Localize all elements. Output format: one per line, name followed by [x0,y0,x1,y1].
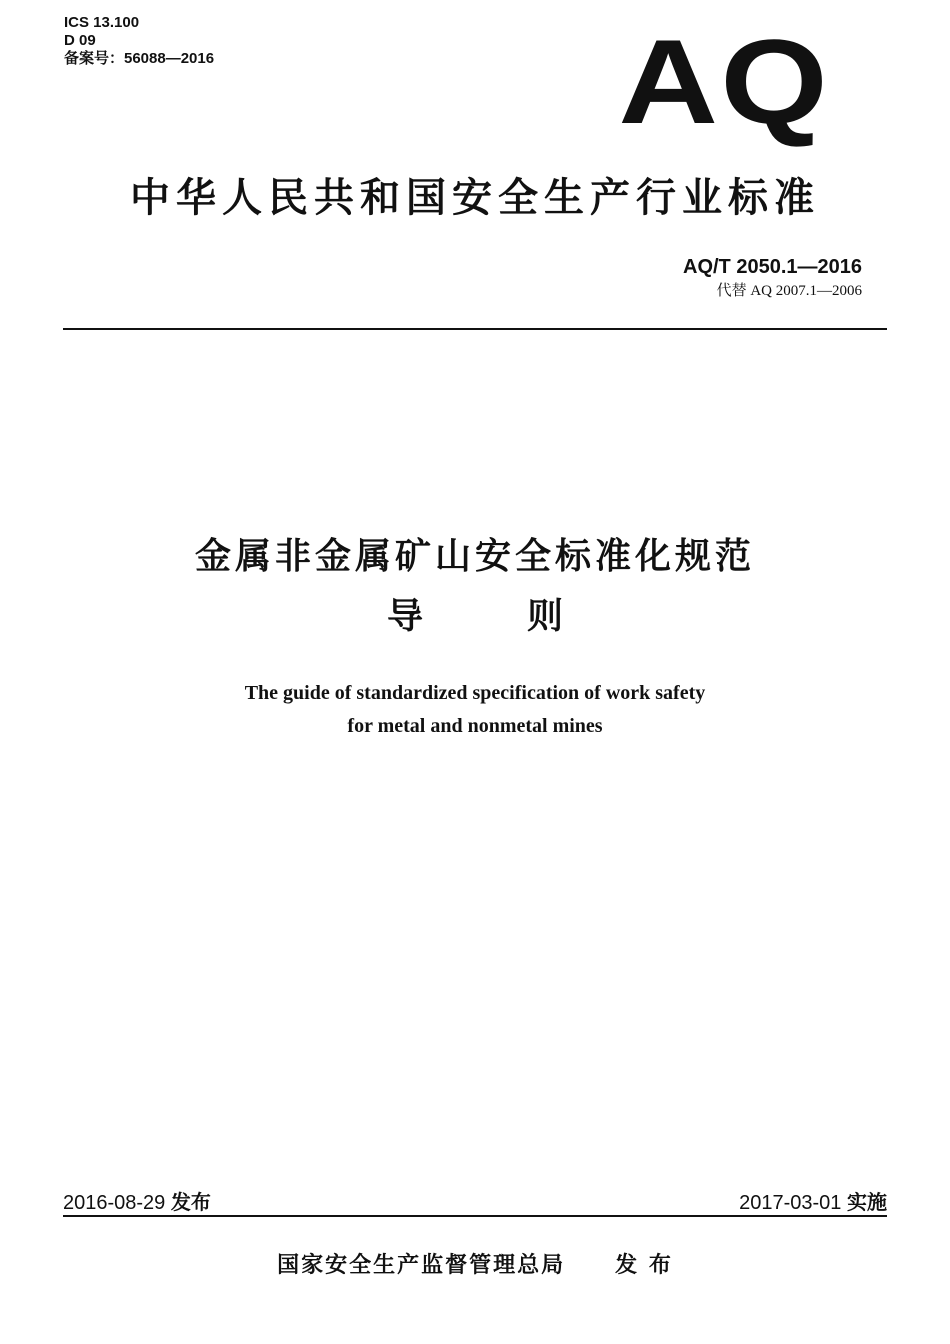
document-title-cn: 金属非金属矿山安全标准化规范 [194,536,755,577]
title-en-line-1: The guide of standardized specification of work safety [244,682,706,704]
subtitle-char-2: 则 [527,596,564,637]
title-en-line-2: for metal and nonmetal mines [347,715,603,737]
issue-date-value: 2016-08-29 [63,1192,166,1214]
effective-date-label: 实施 [847,1190,887,1214]
issue-date-label: 发布 [170,1190,211,1214]
footer-divider [63,1215,887,1217]
header-divider [63,328,887,330]
subtitle-char-1: 导 [386,596,423,637]
aq-logo: AQ [618,15,830,149]
issuer-name: 国家安全生产监督管理总局 [277,1253,566,1278]
document-subtitle-cn [0,588,950,639]
effective-date-value: 2017-03-01 [739,1192,842,1214]
effective-date [739,1186,887,1215]
document-title-en [0,677,950,743]
ics-code: ICS 13.100 [64,14,140,31]
ccs-code: D 09 [64,32,96,49]
filing-number: 备案号：56088—2016 [64,50,215,67]
standard-code-block [683,256,862,300]
standard-category-title: 中华人民共和国安全生产行业标准 [130,175,820,221]
issuer-line [0,1248,950,1279]
replaces-standard: 代替 AQ 2007.1—2006 [716,283,862,299]
standard-number: AQ/T 2050.1—2016 [683,256,862,278]
issuer-action: 发 布 [615,1253,673,1278]
issue-date [63,1186,211,1215]
classification-block [64,14,214,68]
